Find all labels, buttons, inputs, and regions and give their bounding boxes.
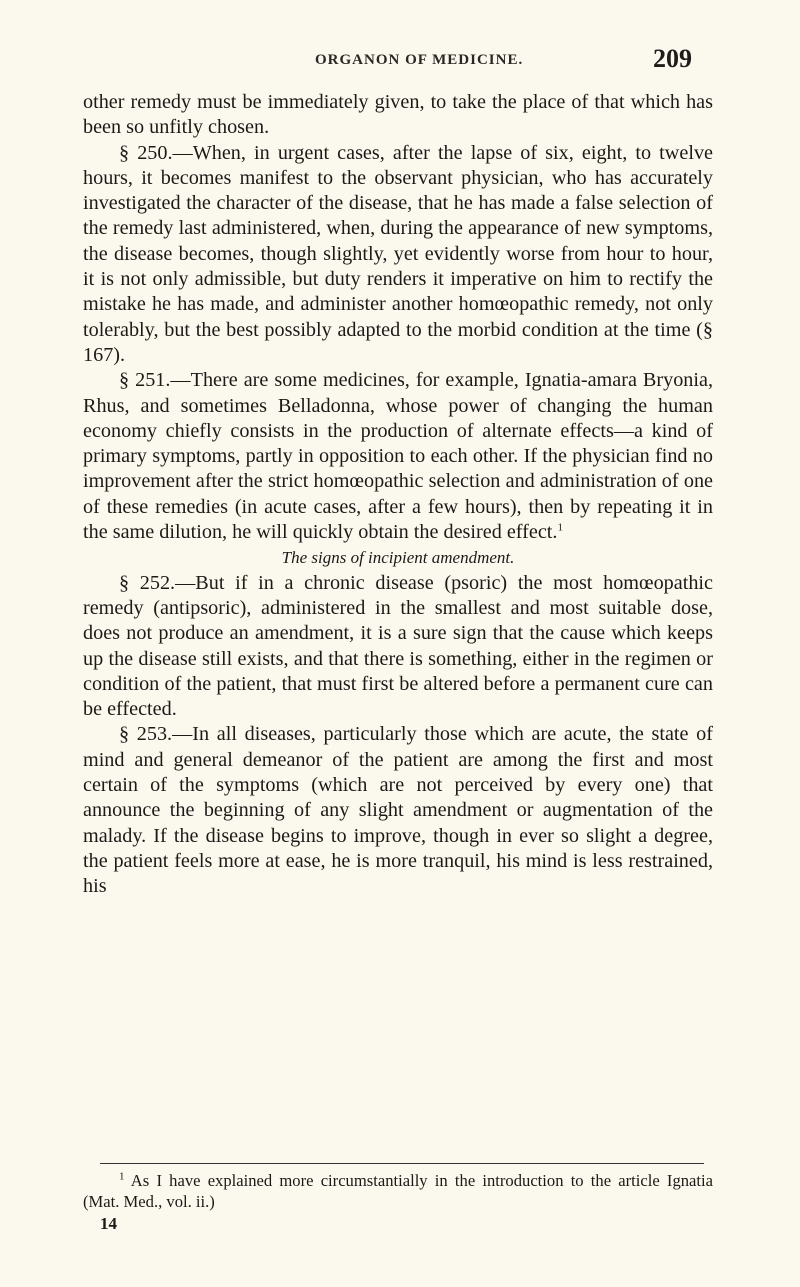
footnote bbox=[83, 1170, 713, 1212]
paragraph-253: § 253.—In all diseases, particularly those which are acute, the state of mind and general demeanor of the patient are among the first and most certain of the symptoms (which are not perceived by every one) that announce the beginning of any slight amendment or augmentation of the malady. If the disease begins to improve, though in ever so slight a degree, the patient feels more at ease, he is more tranquil, his mind is less restrained, his bbox=[83, 723, 713, 898]
section-subheading: The signs of incipient amendment. bbox=[281, 548, 515, 568]
paragraph-251 bbox=[83, 368, 713, 545]
footnote-marker: 1 bbox=[119, 1170, 125, 1183]
footnote-divider bbox=[100, 1163, 704, 1164]
paragraph-250: § 250.—When, in urgent cases, after the lapse of six, eight, to twelve hours, it becomes manifest to the observant physician, who has accurately investigated the character of the disease, that he has made a false selection of the remedy last administered, when, during the appearance of new symptoms, the disease becomes, though slightly, yet evidently worse from hour to hour, it is not only admissible, but duty renders it imperative on him to rectify the mistake he has made, and administer another homœopathic remedy, not only tolerably, but the best possibly adapted to the morbid condition at the time (§ 167). bbox=[83, 141, 713, 366]
paragraph-252: § 252.—But if in a chronic disease (psoric) the most homœopathic remedy (antipsoric), administered in the smallest and most suitable dose, does not produce an amendment, it is a sure sign that the cause which keeps up the disease still exists, and that there is something, either in the regimen or condition of the patient, that must first be altered before a permanent cure can be effected. bbox=[83, 571, 713, 721]
page-number: 209 bbox=[653, 44, 692, 73]
footnote-paragraph bbox=[83, 1170, 713, 1212]
body-text bbox=[83, 90, 713, 900]
paragraph-251-text: § 251.—There are some medicines, for example, Ignatia-amara Bryonia, Rhus, and sometimes Belladonna, whose power of changing the human economy chiefly consists in the production of alternate effects—a kind of primary symptoms, partly in opposition to each other. If the physician find no improvement after the strict homœopathic selection and administration of one of these remedies (in acute cases, after a few hours), then by repeating it in the same dilution, he will quickly obtain the desired effect. bbox=[83, 369, 713, 544]
footnote-text: As I have explained more circumstantially in the introduction to the article Ignatia (Mat. Med., vol. ii.) bbox=[83, 1171, 713, 1211]
running-title: ORGANON OF MEDICINE. bbox=[315, 52, 524, 68]
running-head bbox=[100, 44, 710, 84]
signature-mark: 14 bbox=[100, 1214, 117, 1233]
paragraph-continuation: other remedy must be immediately given, to take the place of that which has been so unfitly chosen. bbox=[83, 91, 713, 139]
footnote-reference: 1 bbox=[557, 521, 563, 534]
